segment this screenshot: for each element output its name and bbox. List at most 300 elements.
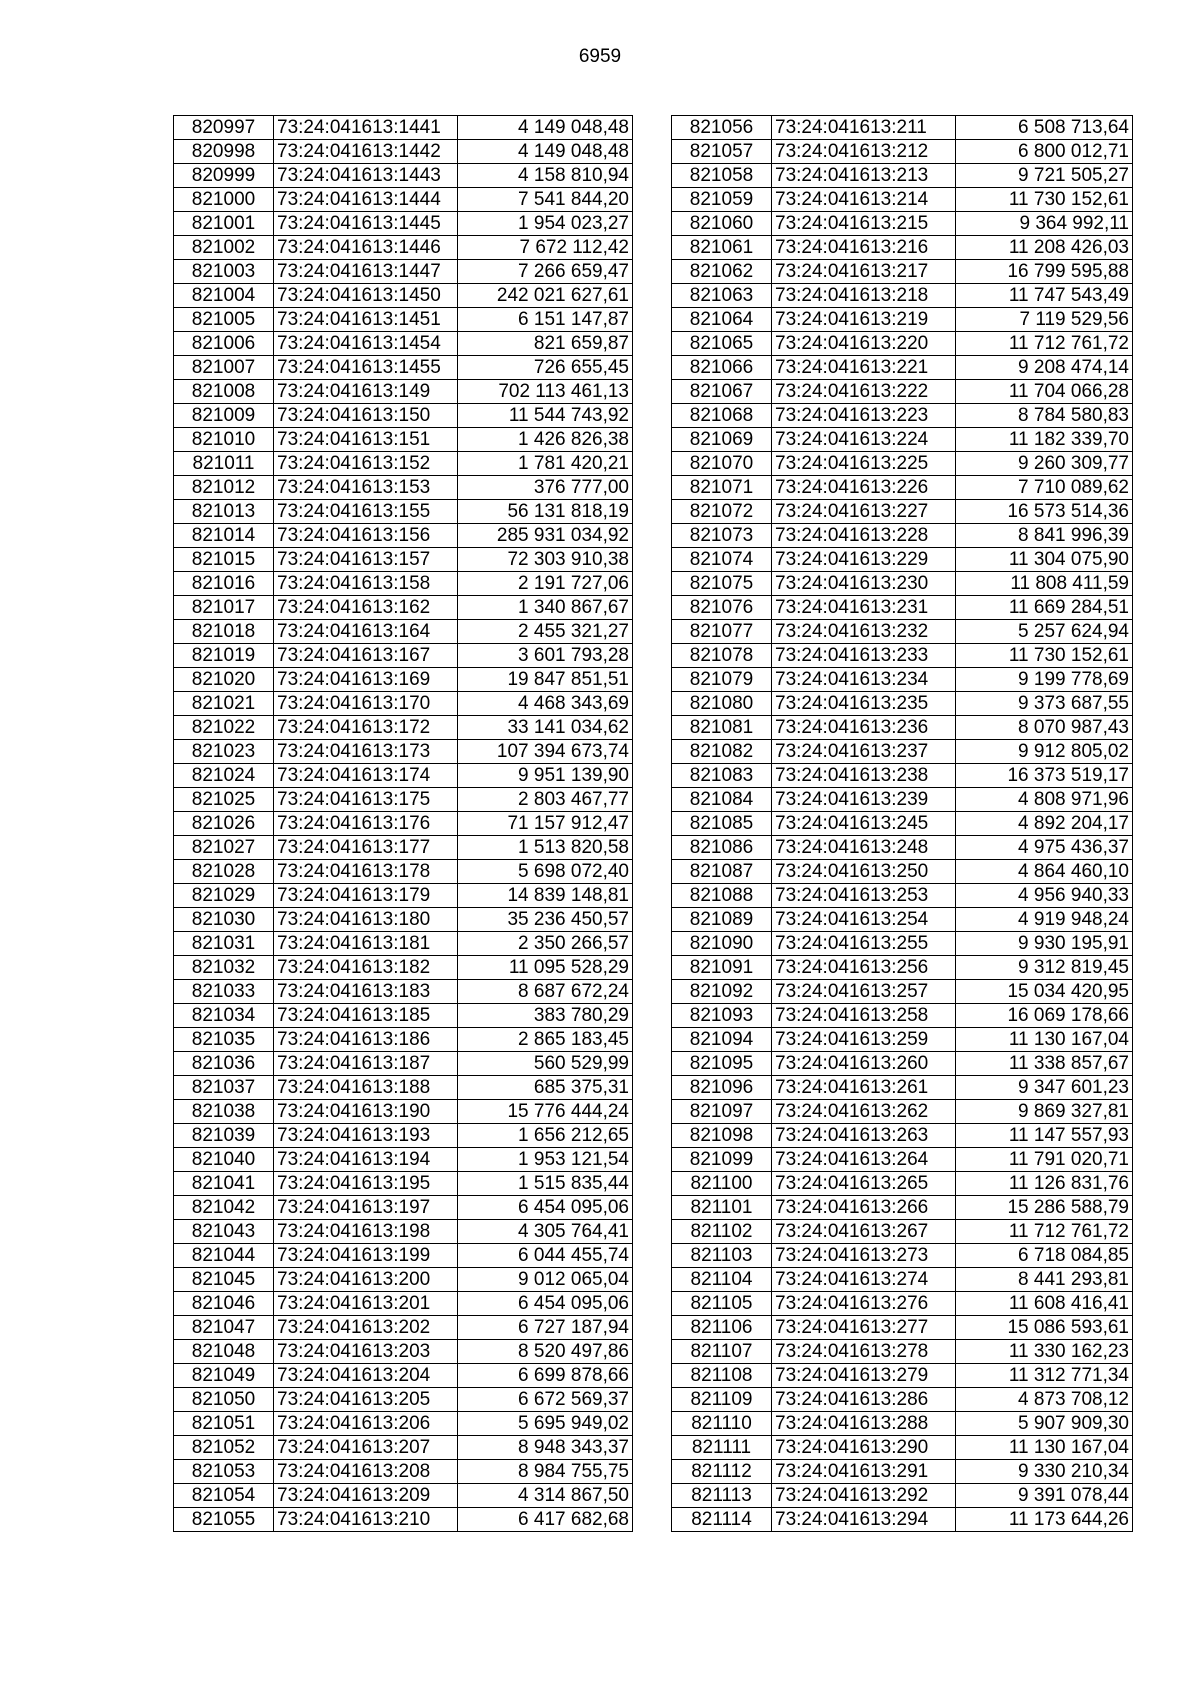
row-number-cell: 821021 xyxy=(174,692,274,716)
cadastral-number-cell: 73:24:041613:179 xyxy=(274,884,458,908)
table-row xyxy=(174,116,633,140)
cadastral-number-cell: 73:24:041613:278 xyxy=(772,1340,956,1364)
table-row xyxy=(672,284,1133,308)
cadastral-number-cell: 73:24:041613:194 xyxy=(274,1148,458,1172)
cadastral-number-cell: 73:24:041613:202 xyxy=(274,1316,458,1340)
table-row xyxy=(672,164,1133,188)
row-number-cell: 821088 xyxy=(672,884,772,908)
cadastral-number-cell: 73:24:041613:218 xyxy=(772,284,956,308)
table-row xyxy=(174,188,633,212)
cadastral-number-cell: 73:24:041613:180 xyxy=(274,908,458,932)
value-cell: 6 800 012,71 xyxy=(956,140,1133,164)
value-cell: 11 608 416,41 xyxy=(956,1292,1133,1316)
value-cell: 9 391 078,44 xyxy=(956,1484,1133,1508)
cadastral-number-cell: 73:24:041613:235 xyxy=(772,692,956,716)
value-cell: 821 659,87 xyxy=(458,332,633,356)
row-number-cell: 821101 xyxy=(672,1196,772,1220)
row-number-cell: 821049 xyxy=(174,1364,274,1388)
value-cell: 1 513 820,58 xyxy=(458,836,633,860)
cadastral-number-cell: 73:24:041613:232 xyxy=(772,620,956,644)
table-row xyxy=(672,980,1133,1004)
cadastral-number-cell: 73:24:041613:260 xyxy=(772,1052,956,1076)
row-number-cell: 821031 xyxy=(174,932,274,956)
table-row xyxy=(672,236,1133,260)
table-row xyxy=(672,668,1133,692)
table-row xyxy=(672,260,1133,284)
cadastral-number-cell: 73:24:041613:262 xyxy=(772,1100,956,1124)
row-number-cell: 821001 xyxy=(174,212,274,236)
table-row xyxy=(174,164,633,188)
table-row xyxy=(672,1268,1133,1292)
table-row xyxy=(672,860,1133,884)
value-cell: 9 012 065,04 xyxy=(458,1268,633,1292)
value-cell: 11 544 743,92 xyxy=(458,404,633,428)
table-row xyxy=(672,596,1133,620)
value-cell: 11 126 831,76 xyxy=(956,1172,1133,1196)
value-cell: 11 208 426,03 xyxy=(956,236,1133,260)
value-cell: 4 892 204,17 xyxy=(956,812,1133,836)
cadastral-number-cell: 73:24:041613:162 xyxy=(274,596,458,620)
row-number-cell: 821107 xyxy=(672,1340,772,1364)
value-cell: 383 780,29 xyxy=(458,1004,633,1028)
cadastral-number-cell: 73:24:041613:149 xyxy=(274,380,458,404)
row-number-cell: 821099 xyxy=(672,1148,772,1172)
value-cell: 8 948 343,37 xyxy=(458,1436,633,1460)
cadastral-number-cell: 73:24:041613:1450 xyxy=(274,284,458,308)
cadastral-number-cell: 73:24:041613:254 xyxy=(772,908,956,932)
row-number-cell: 821000 xyxy=(174,188,274,212)
table-row xyxy=(672,908,1133,932)
table-row xyxy=(672,1100,1133,1124)
value-cell: 11 304 075,90 xyxy=(956,548,1133,572)
value-cell: 702 113 461,13 xyxy=(458,380,633,404)
cadastral-number-cell: 73:24:041613:199 xyxy=(274,1244,458,1268)
value-cell: 4 873 708,12 xyxy=(956,1388,1133,1412)
value-cell: 16 573 514,36 xyxy=(956,500,1133,524)
table-row xyxy=(174,1028,633,1052)
table-row xyxy=(672,740,1133,764)
value-cell: 11 669 284,51 xyxy=(956,596,1133,620)
row-number-cell: 821104 xyxy=(672,1268,772,1292)
row-number-cell: 821007 xyxy=(174,356,274,380)
row-number-cell: 821034 xyxy=(174,1004,274,1028)
row-number-cell: 821100 xyxy=(672,1172,772,1196)
table-row xyxy=(174,308,633,332)
table-row xyxy=(174,428,633,452)
cadastral-number-cell: 73:24:041613:237 xyxy=(772,740,956,764)
cadastral-number-cell: 73:24:041613:213 xyxy=(772,164,956,188)
table-row xyxy=(672,1388,1133,1412)
table-row xyxy=(174,212,633,236)
table-row xyxy=(174,1100,633,1124)
row-number-cell: 821044 xyxy=(174,1244,274,1268)
cadastral-number-cell: 73:24:041613:207 xyxy=(274,1436,458,1460)
row-number-cell: 821064 xyxy=(672,308,772,332)
cadastral-number-cell: 73:24:041613:226 xyxy=(772,476,956,500)
table-row xyxy=(672,1244,1133,1268)
value-cell: 15 086 593,61 xyxy=(956,1316,1133,1340)
cadastral-number-cell: 73:24:041613:258 xyxy=(772,1004,956,1028)
cadastral-number-cell: 73:24:041613:224 xyxy=(772,428,956,452)
cadastral-number-cell: 73:24:041613:206 xyxy=(274,1412,458,1436)
table-row xyxy=(672,1076,1133,1100)
table-row xyxy=(672,1508,1133,1532)
table-row xyxy=(672,308,1133,332)
value-cell: 1 426 826,38 xyxy=(458,428,633,452)
cadastral-number-cell: 73:24:041613:216 xyxy=(772,236,956,260)
table-row xyxy=(174,452,633,476)
cadastral-number-cell: 73:24:041613:150 xyxy=(274,404,458,428)
value-cell: 9 199 778,69 xyxy=(956,668,1133,692)
cadastral-number-cell: 73:24:041613:266 xyxy=(772,1196,956,1220)
cadastral-number-cell: 73:24:041613:220 xyxy=(772,332,956,356)
table-row xyxy=(672,524,1133,548)
row-number-cell: 821002 xyxy=(174,236,274,260)
table-row xyxy=(174,380,633,404)
left-data-table xyxy=(173,115,633,1532)
row-number-cell: 820998 xyxy=(174,140,274,164)
row-number-cell: 821032 xyxy=(174,956,274,980)
cadastral-number-cell: 73:24:041613:1447 xyxy=(274,260,458,284)
table-row xyxy=(174,1292,633,1316)
cadastral-number-cell: 73:24:041613:236 xyxy=(772,716,956,740)
row-number-cell: 821077 xyxy=(672,620,772,644)
value-cell: 16 799 595,88 xyxy=(956,260,1133,284)
value-cell: 6 718 084,85 xyxy=(956,1244,1133,1268)
row-number-cell: 821014 xyxy=(174,524,274,548)
row-number-cell: 821017 xyxy=(174,596,274,620)
cadastral-number-cell: 73:24:041613:193 xyxy=(274,1124,458,1148)
value-cell: 726 655,45 xyxy=(458,356,633,380)
value-cell: 11 791 020,71 xyxy=(956,1148,1133,1172)
table-row xyxy=(174,1340,633,1364)
cadastral-number-cell: 73:24:041613:209 xyxy=(274,1484,458,1508)
value-cell: 5 698 072,40 xyxy=(458,860,633,884)
row-number-cell: 821006 xyxy=(174,332,274,356)
table-row xyxy=(174,1364,633,1388)
table-row xyxy=(174,1004,633,1028)
cadastral-number-cell: 73:24:041613:230 xyxy=(772,572,956,596)
value-cell: 9 869 327,81 xyxy=(956,1100,1133,1124)
cadastral-number-cell: 73:24:041613:152 xyxy=(274,452,458,476)
cadastral-number-cell: 73:24:041613:178 xyxy=(274,860,458,884)
value-cell: 9 721 505,27 xyxy=(956,164,1133,188)
value-cell: 7 266 659,47 xyxy=(458,260,633,284)
row-number-cell: 821024 xyxy=(174,764,274,788)
table-row xyxy=(672,884,1133,908)
table-row xyxy=(174,956,633,980)
table-row xyxy=(174,980,633,1004)
row-number-cell: 821097 xyxy=(672,1100,772,1124)
table-row xyxy=(174,908,633,932)
cadastral-number-cell: 73:24:041613:185 xyxy=(274,1004,458,1028)
table-row xyxy=(174,1388,633,1412)
value-cell: 72 303 910,38 xyxy=(458,548,633,572)
cadastral-number-cell: 73:24:041613:153 xyxy=(274,476,458,500)
value-cell: 685 375,31 xyxy=(458,1076,633,1100)
cadastral-number-cell: 73:24:041613:172 xyxy=(274,716,458,740)
value-cell: 7 541 844,20 xyxy=(458,188,633,212)
cadastral-number-cell: 73:24:041613:198 xyxy=(274,1220,458,1244)
value-cell: 11 095 528,29 xyxy=(458,956,633,980)
table-row xyxy=(672,356,1133,380)
row-number-cell: 821033 xyxy=(174,980,274,1004)
cadastral-number-cell: 73:24:041613:219 xyxy=(772,308,956,332)
row-number-cell: 821085 xyxy=(672,812,772,836)
cadastral-number-cell: 73:24:041613:212 xyxy=(772,140,956,164)
row-number-cell: 821078 xyxy=(672,644,772,668)
value-cell: 9 347 601,23 xyxy=(956,1076,1133,1100)
table-row xyxy=(174,356,633,380)
row-number-cell: 821053 xyxy=(174,1460,274,1484)
table-row xyxy=(672,716,1133,740)
row-number-cell: 821054 xyxy=(174,1484,274,1508)
cadastral-number-cell: 73:24:041613:276 xyxy=(772,1292,956,1316)
row-number-cell: 821038 xyxy=(174,1100,274,1124)
value-cell: 4 808 971,96 xyxy=(956,788,1133,812)
value-cell: 8 841 996,39 xyxy=(956,524,1133,548)
cadastral-number-cell: 73:24:041613:170 xyxy=(274,692,458,716)
value-cell: 11 312 771,34 xyxy=(956,1364,1133,1388)
table-row xyxy=(174,1460,633,1484)
table-row xyxy=(174,1124,633,1148)
value-cell: 4 158 810,94 xyxy=(458,164,633,188)
row-number-cell: 821084 xyxy=(672,788,772,812)
row-number-cell: 821051 xyxy=(174,1412,274,1436)
table-row xyxy=(174,500,633,524)
value-cell: 2 350 266,57 xyxy=(458,932,633,956)
value-cell: 4 468 343,69 xyxy=(458,692,633,716)
value-cell: 8 520 497,86 xyxy=(458,1340,633,1364)
cadastral-number-cell: 73:24:041613:203 xyxy=(274,1340,458,1364)
left-table-body xyxy=(174,116,633,1532)
value-cell: 11 330 162,23 xyxy=(956,1340,1133,1364)
table-row xyxy=(174,1508,633,1532)
cadastral-number-cell: 73:24:041613:1455 xyxy=(274,356,458,380)
table-row xyxy=(672,380,1133,404)
table-row xyxy=(672,476,1133,500)
cadastral-number-cell: 73:24:041613:1441 xyxy=(274,116,458,140)
table-row xyxy=(672,1172,1133,1196)
value-cell: 8 984 755,75 xyxy=(458,1460,633,1484)
cadastral-number-cell: 73:24:041613:223 xyxy=(772,404,956,428)
value-cell: 2 191 727,06 xyxy=(458,572,633,596)
value-cell: 4 149 048,48 xyxy=(458,116,633,140)
row-number-cell: 821063 xyxy=(672,284,772,308)
row-number-cell: 821070 xyxy=(672,452,772,476)
table-row xyxy=(672,1460,1133,1484)
row-number-cell: 821029 xyxy=(174,884,274,908)
table-row xyxy=(174,260,633,284)
value-cell: 107 394 673,74 xyxy=(458,740,633,764)
table-row xyxy=(174,1412,633,1436)
row-number-cell: 821009 xyxy=(174,404,274,428)
cadastral-number-cell: 73:24:041613:157 xyxy=(274,548,458,572)
value-cell: 4 314 867,50 xyxy=(458,1484,633,1508)
row-number-cell: 821105 xyxy=(672,1292,772,1316)
value-cell: 11 147 557,93 xyxy=(956,1124,1133,1148)
value-cell: 1 515 835,44 xyxy=(458,1172,633,1196)
row-number-cell: 821094 xyxy=(672,1028,772,1052)
row-number-cell: 821019 xyxy=(174,644,274,668)
value-cell: 4 864 460,10 xyxy=(956,860,1133,884)
cadastral-number-cell: 73:24:041613:182 xyxy=(274,956,458,980)
cadastral-number-cell: 73:24:041613:197 xyxy=(274,1196,458,1220)
value-cell: 15 034 420,95 xyxy=(956,980,1133,1004)
cadastral-number-cell: 73:24:041613:187 xyxy=(274,1052,458,1076)
table-row xyxy=(672,1148,1133,1172)
row-number-cell: 821087 xyxy=(672,860,772,884)
table-row xyxy=(174,836,633,860)
row-number-cell: 821025 xyxy=(174,788,274,812)
cadastral-number-cell: 73:24:041613:151 xyxy=(274,428,458,452)
row-number-cell: 821074 xyxy=(672,548,772,572)
value-cell: 9 330 210,34 xyxy=(956,1460,1133,1484)
value-cell: 2 865 183,45 xyxy=(458,1028,633,1052)
table-row xyxy=(672,692,1133,716)
cadastral-number-cell: 73:24:041613:257 xyxy=(772,980,956,1004)
cadastral-number-cell: 73:24:041613:173 xyxy=(274,740,458,764)
row-number-cell: 821065 xyxy=(672,332,772,356)
row-number-cell: 821061 xyxy=(672,236,772,260)
cadastral-number-cell: 73:24:041613:167 xyxy=(274,644,458,668)
cadastral-number-cell: 73:24:041613:294 xyxy=(772,1508,956,1532)
cadastral-number-cell: 73:24:041613:210 xyxy=(274,1508,458,1532)
value-cell: 11 182 339,70 xyxy=(956,428,1133,452)
value-cell: 56 131 818,19 xyxy=(458,500,633,524)
value-cell: 4 305 764,41 xyxy=(458,1220,633,1244)
cadastral-number-cell: 73:24:041613:229 xyxy=(772,548,956,572)
cadastral-number-cell: 73:24:041613:183 xyxy=(274,980,458,1004)
value-cell: 5 907 909,30 xyxy=(956,1412,1133,1436)
table-row xyxy=(174,884,633,908)
cadastral-number-cell: 73:24:041613:279 xyxy=(772,1364,956,1388)
cadastral-number-cell: 73:24:041613:217 xyxy=(772,260,956,284)
row-number-cell: 821082 xyxy=(672,740,772,764)
table-row xyxy=(672,500,1133,524)
row-number-cell: 821062 xyxy=(672,260,772,284)
row-number-cell: 821005 xyxy=(174,308,274,332)
row-number-cell: 821096 xyxy=(672,1076,772,1100)
table-row xyxy=(672,572,1133,596)
row-number-cell: 821028 xyxy=(174,860,274,884)
row-number-cell: 821050 xyxy=(174,1388,274,1412)
cadastral-number-cell: 73:24:041613:204 xyxy=(274,1364,458,1388)
table-row xyxy=(672,932,1133,956)
row-number-cell: 821113 xyxy=(672,1484,772,1508)
cadastral-number-cell: 73:24:041613:261 xyxy=(772,1076,956,1100)
row-number-cell: 821020 xyxy=(174,668,274,692)
cadastral-number-cell: 73:24:041613:225 xyxy=(772,452,956,476)
value-cell: 1 340 867,67 xyxy=(458,596,633,620)
cadastral-number-cell: 73:24:041613:177 xyxy=(274,836,458,860)
row-number-cell: 821076 xyxy=(672,596,772,620)
row-number-cell: 821003 xyxy=(174,260,274,284)
value-cell: 4 919 948,24 xyxy=(956,908,1133,932)
table-row xyxy=(672,1124,1133,1148)
cadastral-number-cell: 73:24:041613:234 xyxy=(772,668,956,692)
value-cell: 2 803 467,77 xyxy=(458,788,633,812)
row-number-cell: 821018 xyxy=(174,620,274,644)
table-row xyxy=(672,116,1133,140)
table-row xyxy=(174,476,633,500)
value-cell: 1 781 420,21 xyxy=(458,452,633,476)
table-row xyxy=(672,1220,1133,1244)
cadastral-number-cell: 73:24:041613:1446 xyxy=(274,236,458,260)
value-cell: 14 839 148,81 xyxy=(458,884,633,908)
cadastral-number-cell: 73:24:041613:250 xyxy=(772,860,956,884)
row-number-cell: 821042 xyxy=(174,1196,274,1220)
table-row xyxy=(174,548,633,572)
table-row xyxy=(174,620,633,644)
row-number-cell: 821112 xyxy=(672,1460,772,1484)
value-cell: 1 954 023,27 xyxy=(458,212,633,236)
value-cell: 376 777,00 xyxy=(458,476,633,500)
cadastral-number-cell: 73:24:041613:274 xyxy=(772,1268,956,1292)
table-row xyxy=(174,812,633,836)
table-row xyxy=(174,332,633,356)
table-row xyxy=(672,956,1133,980)
value-cell: 242 021 627,61 xyxy=(458,284,633,308)
table-row xyxy=(672,1412,1133,1436)
value-cell: 8 441 293,81 xyxy=(956,1268,1133,1292)
value-cell: 9 260 309,77 xyxy=(956,452,1133,476)
table-row xyxy=(672,1052,1133,1076)
row-number-cell: 821026 xyxy=(174,812,274,836)
cadastral-number-cell: 73:24:041613:263 xyxy=(772,1124,956,1148)
cadastral-number-cell: 73:24:041613:288 xyxy=(772,1412,956,1436)
cadastral-number-cell: 73:24:041613:190 xyxy=(274,1100,458,1124)
row-number-cell: 821090 xyxy=(672,932,772,956)
cadastral-number-cell: 73:24:041613:205 xyxy=(274,1388,458,1412)
cadastral-number-cell: 73:24:041613:227 xyxy=(772,500,956,524)
row-number-cell: 821046 xyxy=(174,1292,274,1316)
row-number-cell: 821011 xyxy=(174,452,274,476)
value-cell: 7 672 112,42 xyxy=(458,236,633,260)
cadastral-number-cell: 73:24:041613:164 xyxy=(274,620,458,644)
cadastral-number-cell: 73:24:041613:188 xyxy=(274,1076,458,1100)
cadastral-number-cell: 73:24:041613:292 xyxy=(772,1484,956,1508)
cadastral-number-cell: 73:24:041613:286 xyxy=(772,1388,956,1412)
value-cell: 8 070 987,43 xyxy=(956,716,1133,740)
table-row xyxy=(672,1292,1133,1316)
right-data-table xyxy=(671,115,1133,1532)
row-number-cell: 821016 xyxy=(174,572,274,596)
value-cell: 285 931 034,92 xyxy=(458,524,633,548)
value-cell: 6 151 147,87 xyxy=(458,308,633,332)
value-cell: 11 712 761,72 xyxy=(956,1220,1133,1244)
row-number-cell: 821066 xyxy=(672,356,772,380)
row-number-cell: 821010 xyxy=(174,428,274,452)
cadastral-number-cell: 73:24:041613:174 xyxy=(274,764,458,788)
row-number-cell: 821102 xyxy=(672,1220,772,1244)
table-row xyxy=(174,596,633,620)
table-row xyxy=(174,1076,633,1100)
table-row xyxy=(672,404,1133,428)
table-row xyxy=(672,836,1133,860)
row-number-cell: 821114 xyxy=(672,1508,772,1532)
row-number-cell: 821079 xyxy=(672,668,772,692)
value-cell: 11 808 411,59 xyxy=(956,572,1133,596)
cadastral-number-cell: 73:24:041613:1445 xyxy=(274,212,458,236)
cadastral-number-cell: 73:24:041613:259 xyxy=(772,1028,956,1052)
cadastral-number-cell: 73:24:041613:208 xyxy=(274,1460,458,1484)
row-number-cell: 821030 xyxy=(174,908,274,932)
table-row xyxy=(174,1268,633,1292)
value-cell: 11 130 167,04 xyxy=(956,1028,1133,1052)
row-number-cell: 821047 xyxy=(174,1316,274,1340)
row-number-cell: 821013 xyxy=(174,500,274,524)
